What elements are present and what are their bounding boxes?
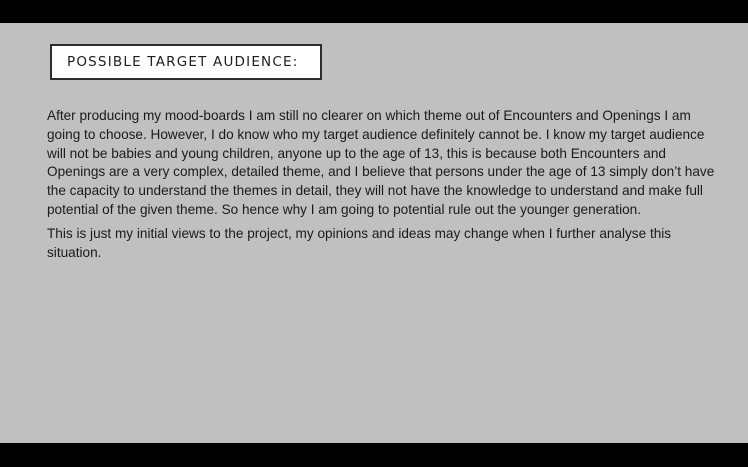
slide-body (47, 107, 715, 267)
slide-title: POSSIBLE TARGET AUDIENCE: (67, 54, 299, 70)
presentation-slide (0, 23, 748, 443)
title-box (50, 44, 322, 80)
body-paragraph-1: After producing my mood-boards I am still no clearer on which theme out of Encounters and Openings I am going to choose. However, I do know who my target audience definitely cannot be. I know my target audience will not be babies and young children, anyone up to the age of 13, this is because both Encounters and Openings are a very complex, detailed theme, and I believe that persons under the age of 13 simply don’t have the capacity to understand the themes in detail, they will not have the knowledge to understand and make full potential of the given theme. So hence why I am going to potential rule out the younger generation. (47, 108, 715, 217)
body-paragraph-2: This is just my initial views to the project, my opinions and ideas may change when I further analyse this situation. (47, 225, 672, 260)
